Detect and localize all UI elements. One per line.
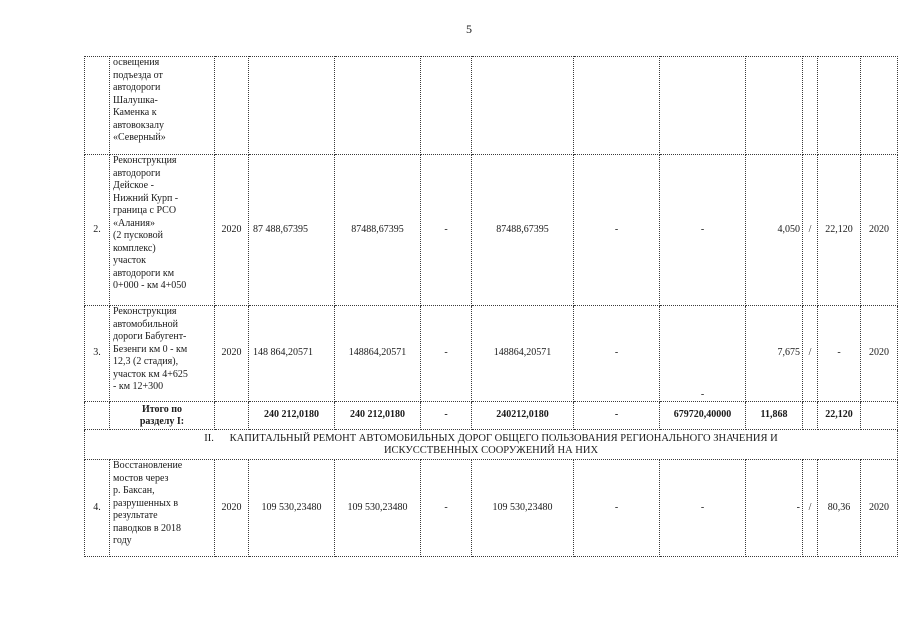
cost-cell: 87488,67395: [335, 155, 421, 306]
total-length-cell: 22,120: [818, 402, 861, 430]
page-number: 5: [466, 22, 472, 36]
cost-cell: 109 530,23480: [472, 460, 574, 557]
cost-cell: 148 864,20571: [249, 306, 335, 402]
row-number: [85, 57, 110, 155]
total-label: Итого по разделу I:: [110, 402, 215, 430]
length-cell: 80,36: [818, 460, 861, 557]
length-cell: 7,675: [746, 306, 803, 402]
table-row: [85, 155, 898, 306]
row-number: 4.: [85, 460, 110, 557]
cost-cell: 87 488,67395: [249, 155, 335, 306]
length-cell: 22,120: [818, 155, 861, 306]
cost-cell: -: [421, 155, 472, 306]
year-cell: [861, 57, 898, 155]
cost-cell: [472, 57, 574, 155]
total-cost-cell: -: [421, 402, 472, 430]
data-table: [84, 56, 898, 557]
total-cost-cell: 240 212,0180: [249, 402, 335, 430]
object-name: Реконструкция автомобильной дороги Бабугент- Безенги км 0 - км 12,3 (2 стадия), участок км 4+625 - км 12+300: [110, 306, 215, 402]
total-cost-cell: 240 212,0180: [335, 402, 421, 430]
cost-cell: -: [421, 306, 472, 402]
table-row: [85, 460, 898, 557]
row-number: 3.: [85, 306, 110, 402]
slash-cell: /: [803, 306, 818, 402]
section-title: [85, 430, 898, 460]
cost-cell: 109 530,23480: [335, 460, 421, 557]
object-name: освещения подъезда от автодороги Шалушка- Каменка к автовокзалу «Северный»: [110, 57, 215, 155]
cost-cell: -: [421, 460, 472, 557]
section-title-line1: КАПИТАЛЬНЫЙ РЕМОНТ АВТОМОБИЛЬНЫХ ДОРОГ ОБЩЕГО ПОЛЬЗОВАНИЯ РЕГИОНАЛЬНОГО ЗНАЧЕНИЯ И: [229, 432, 778, 444]
section-title-line2: ИСКУССТВЕННЫХ СООРУЖЕНИЙ НА НИХ: [383, 444, 599, 456]
table-row: [85, 306, 898, 402]
cost-cell: [249, 57, 335, 155]
table-row: [85, 57, 898, 155]
cost-cell: 109 530,23480: [249, 460, 335, 557]
cost-cell: -: [660, 155, 746, 306]
cost-cell: -: [574, 306, 660, 402]
year-cell: 2020: [861, 155, 898, 306]
cost-cell: -: [574, 460, 660, 557]
cost-cell: -: [660, 460, 746, 557]
length-cell: [746, 57, 803, 155]
slash-cell: [803, 57, 818, 155]
length-cell: -: [746, 460, 803, 557]
cost-cell: [660, 57, 746, 155]
length-cell: 4,050: [746, 155, 803, 306]
length-cell: [818, 57, 861, 155]
length-cell: -: [818, 306, 861, 402]
year-cell: [215, 57, 249, 155]
total-length-cell: 11,868: [746, 402, 803, 430]
cost-cell: 148864,20571: [472, 306, 574, 402]
object-name: Восстановление мостов через р. Баксан, разрушенных в результате паводков в 2018 году: [110, 460, 215, 557]
table-row-total: [85, 402, 898, 430]
cost-cell: [335, 57, 421, 155]
slash-cell: /: [803, 155, 818, 306]
year-cell: 2020: [215, 155, 249, 306]
cost-cell: 148864,20571: [335, 306, 421, 402]
section-number: II.: [204, 432, 214, 444]
section-header-row: [85, 430, 898, 460]
year-cell: 2020: [215, 460, 249, 557]
cost-cell: [574, 57, 660, 155]
cost-cell: -: [574, 155, 660, 306]
cost-cell: 87488,67395: [472, 155, 574, 306]
total-cost-cell: 679720,40000: [660, 402, 746, 430]
row-number: 2.: [85, 155, 110, 306]
total-cost-cell: -: [574, 402, 660, 430]
total-cost-cell: 240212,0180: [472, 402, 574, 430]
year-cell: 2020: [861, 306, 898, 402]
slash-cell: /: [803, 460, 818, 557]
year-cell: 2020: [861, 460, 898, 557]
object-name: Реконструкция автодороги Дейское - Нижний Курп - граница с РСО «Алания» (2 пусковой комплекс) участок автодороги км 0+000 - км 4+050: [110, 155, 215, 306]
cost-cell: [421, 57, 472, 155]
cost-cell: -: [660, 306, 746, 402]
year-cell: 2020: [215, 306, 249, 402]
